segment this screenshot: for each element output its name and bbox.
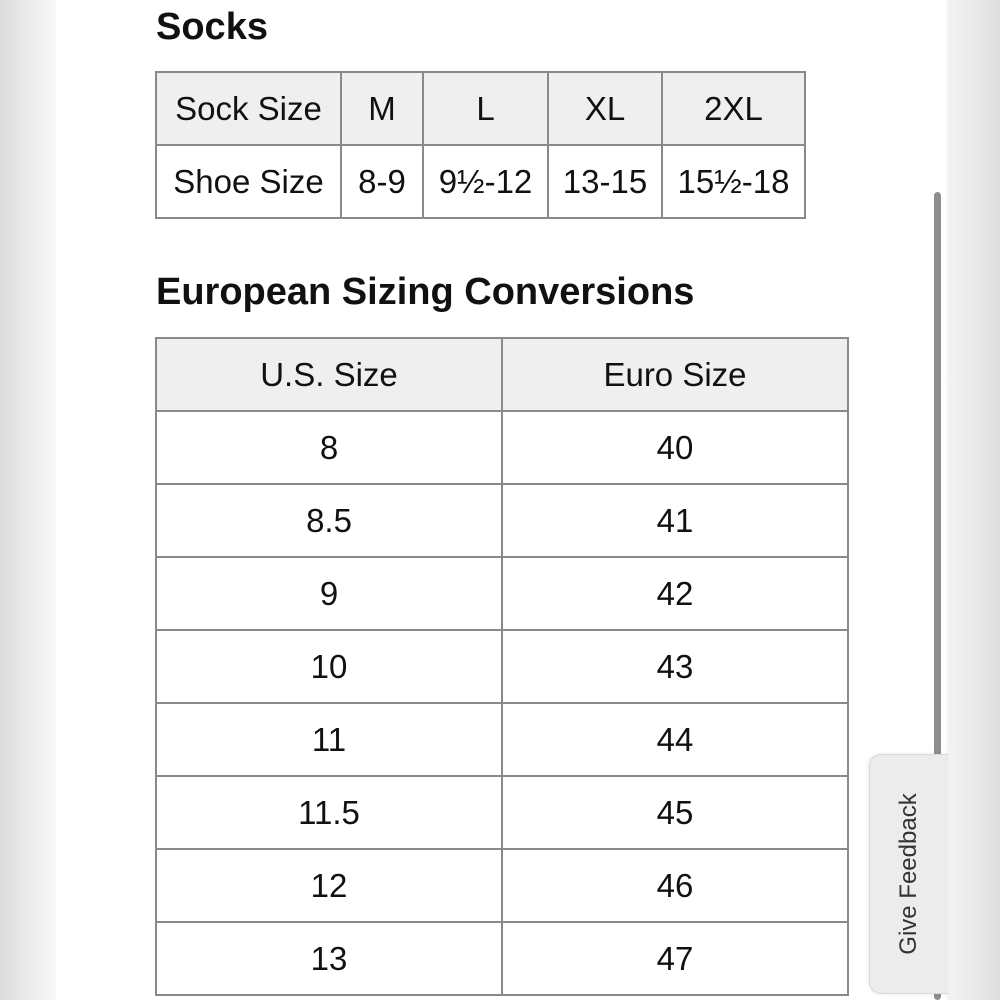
us-size-cell: 10 (156, 630, 502, 703)
shoe-size-cell: 9½-12 (423, 145, 548, 218)
table-row (156, 411, 848, 484)
table-row (156, 703, 848, 776)
us-size-cell: 11.5 (156, 776, 502, 849)
sock-size-label: Sock Size (156, 72, 341, 145)
euro-size-cell: 41 (502, 484, 848, 557)
us-size-cell: 12 (156, 849, 502, 922)
sock-size-cell: M (341, 72, 423, 145)
euro-size-cell: 42 (502, 557, 848, 630)
euro-size-cell: 40 (502, 411, 848, 484)
euro-size-cell: 44 (502, 703, 848, 776)
us-size-header: U.S. Size (156, 338, 502, 411)
sock-size-cell: XL (548, 72, 662, 145)
shoe-size-cell: 15½-18 (662, 145, 805, 218)
socks-heading: Socks (156, 6, 268, 48)
euro-size-header: Euro Size (502, 338, 848, 411)
table-row (156, 557, 848, 630)
euro-size-cell: 47 (502, 922, 848, 995)
shoe-size-label: Shoe Size (156, 145, 341, 218)
table-row (156, 922, 848, 995)
european-sizing-table (155, 337, 849, 996)
shoe-size-cell: 13-15 (548, 145, 662, 218)
us-size-cell: 11 (156, 703, 502, 776)
sock-size-cell: L (423, 72, 548, 145)
us-size-cell: 8 (156, 411, 502, 484)
table-row (156, 630, 848, 703)
euro-size-cell: 43 (502, 630, 848, 703)
table-row (156, 849, 848, 922)
us-size-cell: 8.5 (156, 484, 502, 557)
us-size-cell: 9 (156, 557, 502, 630)
us-size-cell: 13 (156, 922, 502, 995)
sock-size-table (155, 71, 806, 219)
shoe-size-row (156, 145, 805, 218)
give-feedback-button[interactable] (869, 754, 948, 994)
european-sizing-heading: European Sizing Conversions (156, 271, 695, 313)
sock-size-row (156, 72, 805, 145)
table-header-row (156, 338, 848, 411)
euro-size-cell: 45 (502, 776, 848, 849)
euro-size-cell: 46 (502, 849, 848, 922)
shoe-size-cell: 8-9 (341, 145, 423, 218)
sock-size-cell: 2XL (662, 72, 805, 145)
table-row (156, 776, 848, 849)
table-row (156, 484, 848, 557)
give-feedback-label: Give Feedback (895, 793, 922, 955)
